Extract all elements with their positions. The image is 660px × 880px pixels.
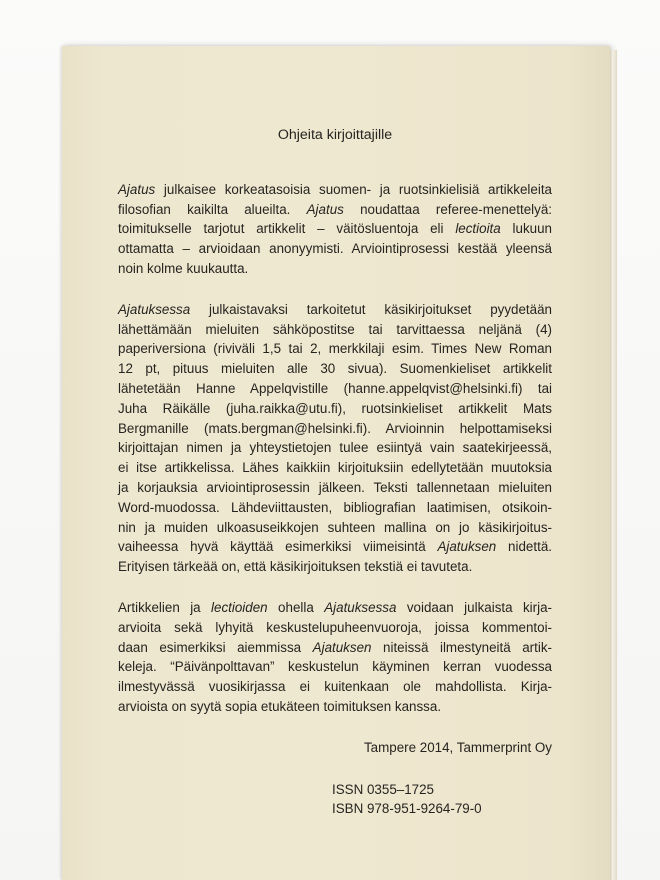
- text-line: [118, 399, 552, 419]
- cover-text-block: [118, 126, 552, 819]
- paragraph-1: [118, 180, 552, 279]
- text-line: [118, 677, 552, 697]
- italic-run: Ajatus: [306, 201, 344, 217]
- text-run: niteissä ilmestyneitä artik-: [371, 639, 552, 655]
- text-run: vaiheessa hyvä käyttää esimerkiksi viimeisintä: [118, 539, 438, 555]
- text-run: ohella: [267, 599, 325, 615]
- text-line: [118, 557, 552, 577]
- text-run: keleja. “Päivänpolttavan” keskustelun käyminen kerran vuodessa: [118, 659, 552, 675]
- paragraph-2: [118, 300, 552, 577]
- text-run: Word-muodossa. Lähdeviittausten, bibliografian laatimisen, otsikoin-: [118, 499, 552, 515]
- text-line: [118, 200, 552, 220]
- text-run: 12 pt, pituus mieluiten alle 30 sivua). Suomenkieliset artikkelit: [118, 361, 552, 377]
- printer-line: Tampere 2014, Tammerprint Oy: [363, 739, 552, 755]
- paragraph-3: [118, 598, 552, 717]
- text-run: noin kolme kuukautta.: [118, 260, 249, 276]
- italic-run: Ajatuksen: [437, 539, 497, 555]
- text-line: [118, 359, 552, 379]
- italic-run: Ajatuksessa: [118, 301, 191, 317]
- text-line: [118, 339, 552, 359]
- text-line: [118, 419, 552, 439]
- text-line: [118, 300, 552, 320]
- text-line: [118, 598, 552, 618]
- text-run: Juha Räikälle (juha.raikka@utu.fi), ruotsinkieliset artikkelit Mats: [118, 400, 552, 416]
- issn-line: ISSN 0355–1725: [332, 781, 434, 797]
- text-line: [118, 498, 552, 518]
- text-run: filosofian kaikilta alueilta.: [118, 201, 307, 217]
- text-run: toimitukselle tarjotut artikkelit – väitösluentoja eli: [118, 221, 456, 237]
- text-run: ei itse artikkelissa. Lähes kaikkiin kirjoituksiin edellytetään muutoksia: [118, 460, 552, 476]
- text-run: arvioita sekä lyhyitä keskustelupuheenvuoroja, joissa kommentoi-: [118, 619, 552, 635]
- text-run: voidaan julkaista kirja-: [396, 599, 552, 615]
- text-run: julkaisee korkeatasoisia suomen- ja ruotsinkielisiä artikkeleita: [155, 181, 552, 197]
- text-run: nin ja muiden ulkoasuseikkojen suhteen mallina on jo käsikirjoitus-: [118, 519, 552, 535]
- text-run: nidettä.: [496, 539, 552, 555]
- text-line: [118, 259, 552, 279]
- italic-run: lectioita: [455, 221, 501, 237]
- text-line: [118, 537, 552, 557]
- text-run: Erityisen tärkeää on, että käsikirjoituksen tekstiä ei tavuteta.: [118, 559, 473, 575]
- text-line: [118, 657, 552, 677]
- body-text: [118, 180, 552, 717]
- text-line: [118, 458, 552, 478]
- text-run: lähettämään mieluiten sähköpostitse tai tarvittaessa neljänä (4): [118, 321, 552, 337]
- italic-run: Ajatuksen: [312, 639, 372, 655]
- text-line: [118, 438, 552, 458]
- text-run: daan esimerkiksi aiemmissa: [118, 639, 313, 655]
- text-run: Artikkelien ja: [118, 599, 212, 615]
- italic-run: Ajatus: [118, 181, 156, 197]
- italic-run: lectioiden: [211, 599, 268, 615]
- text-line: [118, 618, 552, 638]
- text-run: paperiversiona (riviväli 1,5 tai 2, merkkilaji esim. Times New Roman: [118, 341, 552, 357]
- text-run: kirjoittajan nimen ja yhteystietojen tulee esiintyä vain saatekirjeessä,: [118, 440, 552, 456]
- text-line: [118, 219, 552, 239]
- identifier-block: [332, 780, 552, 820]
- text-run: ja korjauksia arviointiprosessin jälkeen. Teksti tallennetaan mieluiten: [118, 479, 552, 495]
- text-run: arvioista on syytä sopia etukäteen toimituksen kanssa.: [118, 698, 442, 714]
- text-line: [118, 478, 552, 498]
- text-line: [118, 518, 552, 538]
- isbn-line: ISBN 978-951-9264-79-0: [332, 801, 482, 817]
- text-line: [118, 638, 552, 658]
- italic-run: Ajatuksessa: [324, 599, 397, 615]
- text-run: ilmestyvässä vuosikirjassa ei kuitenkaan ole mahdollista. Kirja-: [118, 679, 552, 695]
- text-run: ottamatta – arvioidaan anonyymisti. Arviointiprosessi kestää yleensä: [118, 241, 552, 257]
- text-line: [118, 320, 552, 340]
- text-run: julkaistavaksi tarkoitetut käsikirjoitukset pyydetään: [190, 301, 552, 317]
- text-line: [118, 180, 552, 200]
- text-run: lukuun: [500, 221, 552, 237]
- text-line: [118, 239, 552, 259]
- text-run: lähetetään Hanne Appelqvistille (hanne.appelqvist@helsinki.fi) tai: [118, 380, 552, 396]
- book-back-cover: [62, 46, 610, 880]
- text-line: [118, 379, 552, 399]
- page-title: Ohjeita kirjoittajille: [277, 127, 393, 143]
- text-run: Bergmanille (mats.bergman@helsinki.fi). Arvioinnin helpottamiseksi: [118, 420, 552, 436]
- text-line: [118, 697, 552, 717]
- text-run: noudattaa referee-menettelyä:: [343, 201, 552, 217]
